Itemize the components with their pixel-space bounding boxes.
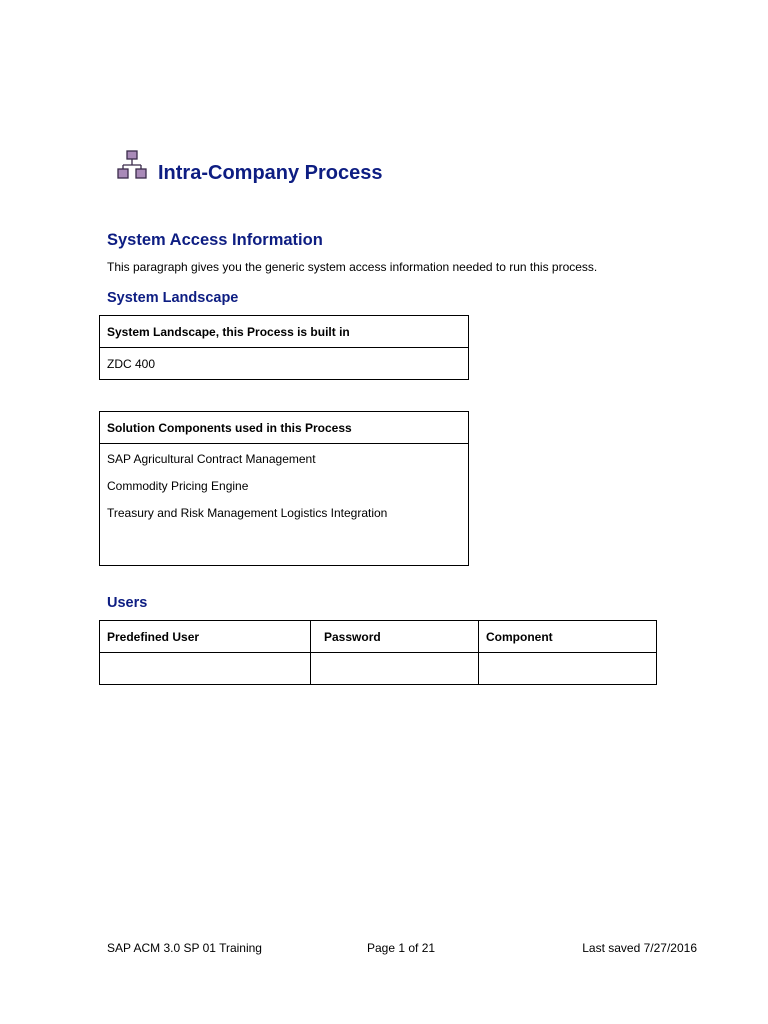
table-cell <box>100 653 311 685</box>
table-row <box>100 348 469 380</box>
system-landscape-header: System Landscape, this Process is built in <box>100 316 469 348</box>
table-row <box>100 444 469 566</box>
system-landscape-heading: System Landscape <box>107 290 239 306</box>
list-item: Commodity Pricing Engine <box>107 479 249 493</box>
footer-left: SAP ACM 3.0 SP 01 Training <box>107 941 262 955</box>
system-landscape-table <box>99 315 469 380</box>
table-header-row <box>100 621 657 653</box>
table-cell <box>311 653 479 685</box>
list-item: SAP Agricultural Contract Management <box>107 452 316 466</box>
column-header-component: Component <box>479 621 657 653</box>
system-access-heading: System Access Information <box>107 231 323 249</box>
system-landscape-value: ZDC 400 <box>100 348 469 380</box>
system-access-paragraph: This paragraph gives you the generic system access information needed to run this process. <box>107 260 598 274</box>
document-title <box>116 148 383 184</box>
table-header-row <box>100 412 469 444</box>
table-header-row <box>100 316 469 348</box>
users-table <box>99 620 657 685</box>
users-heading: Users <box>107 595 148 611</box>
footer-page-number: Page 1 of 21 <box>367 941 436 955</box>
footer-last-saved: Last saved 7/27/2016 <box>582 941 697 955</box>
hierarchy-icon <box>116 149 150 183</box>
table-cell <box>479 653 657 685</box>
page-title: Intra-Company Process <box>158 162 383 184</box>
solution-components-list <box>100 444 469 566</box>
column-header-predefined-user: Predefined User <box>100 621 311 653</box>
solution-components-header: Solution Components used in this Process <box>100 412 469 444</box>
list-item: Treasury and Risk Management Logistics Integration <box>107 506 388 520</box>
table-row <box>100 653 657 685</box>
solution-components-table <box>99 411 469 566</box>
column-header-password: Password <box>311 621 479 653</box>
